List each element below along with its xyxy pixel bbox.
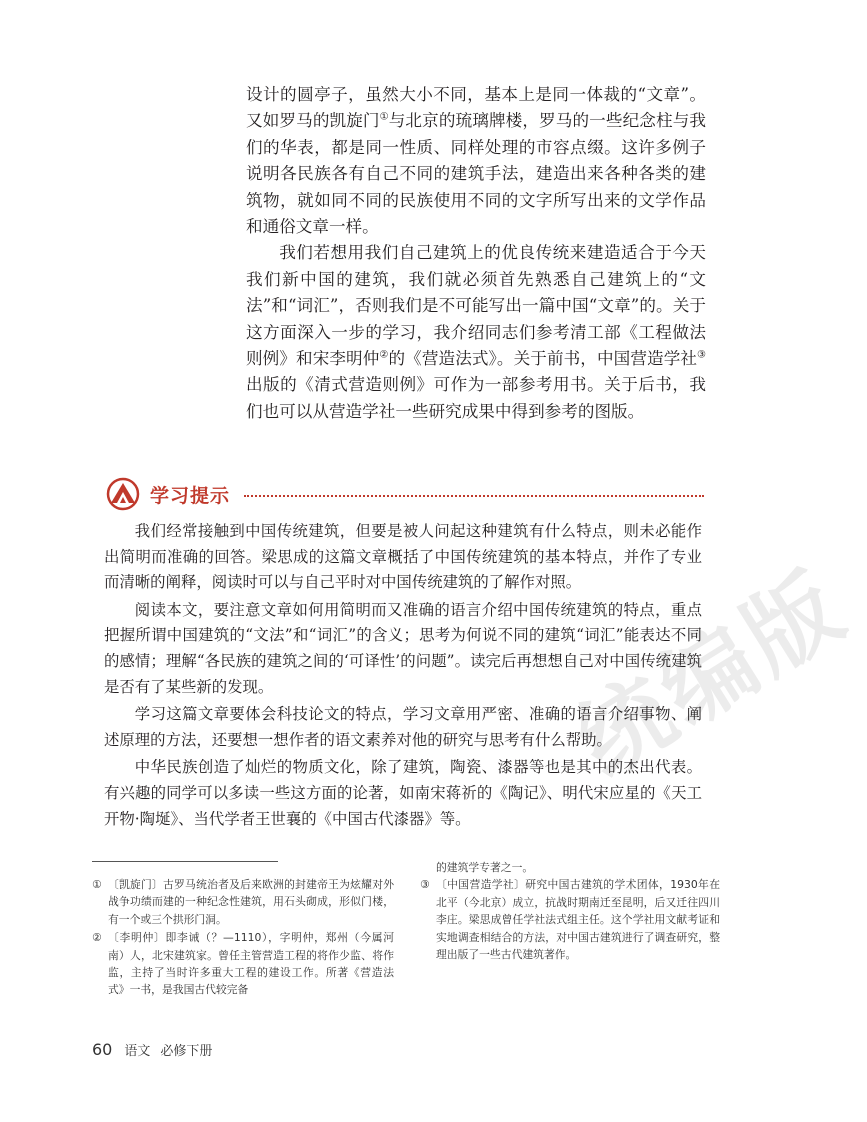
footnotes-right-column [420, 859, 720, 964]
main-paragraph-2: 我们若想用我们自己建筑上的优良传统来建造适合于今天我们新中国的建筑，我们就必须首先熟悉自己建筑上的“文法”和“词汇”，否则我们是不可能写出一篇中国“文章”的。关于这方面深入一步的学习，我介绍同志们参考清工部《工程做法则例》和宋李明仲②的《营造法式》。关于前书，中国营造学社③出版的《清式营造则例》可作为一部参考用书。关于后书，我们也可以从营造学社一些研究成果中得到参考的图版。 [246, 243, 707, 421]
footnote-text: 〔凯旋门〕古罗马统治者及后来欧洲的封建帝王为炫耀对外战争功绩而建的一种纪念性建筑，用石头砌成，形似门楼，有一个或三个拱形门洞。 [108, 878, 394, 926]
footnote-1 [92, 876, 394, 928]
tips-paragraph: 我们经常接触到中国传统建筑，但要是被人问起这种建筑有什么特点，则未必能作出简明而准确的回答。梁思成的这篇文章概括了中国传统建筑的基本特点，并作了专业而清晰的阐释，阅读时可以与自己平时对中国传统建筑的了解作对照。 [104, 522, 702, 592]
study-tips-icon [104, 476, 142, 512]
footnote-number: ③ [420, 878, 430, 892]
footnote-number: ① [92, 878, 102, 891]
book-volume: 必修下册 [160, 1044, 213, 1059]
footnote-3 [420, 876, 720, 963]
footnote-ref-1[interactable]: ① [379, 111, 389, 123]
footnote-number: ② [92, 931, 102, 945]
watermark: 统编版 [558, 551, 865, 798]
footnotes-left-column [92, 876, 394, 1000]
book-title: 语文 [124, 1044, 151, 1059]
dotted-divider [244, 495, 704, 497]
footnote-ref-2[interactable]: ② [379, 349, 389, 361]
tips-paragraph: 学习这篇文章要体会科技论文的特点，学习文章用严密、准确的语言介绍事物、阐述原理的方法，还要想一想作者的语文素养对他的研究与思考有什么帮助。 [104, 705, 702, 749]
tips-paragraph: 阅读本文，要注意文章如何用简明而又准确的语言介绍中国传统建筑的特点，重点把握所谓中国建筑的“文法”和“词汇”的含义；思考为何说不同的建筑“词汇”能表达不同的感情；理解“各民族的建筑之间的‘可译性’的问题”。读完后再想想自己对中国传统建筑是否有了某些新的发现。 [104, 600, 702, 696]
footnote-2-continued: 的建筑学专著之一。 [436, 861, 534, 874]
study-tips-title: 学习提示 [150, 484, 231, 507]
study-tips-body [104, 519, 702, 834]
page-number: 60 [92, 1040, 113, 1059]
footnote-text: 〔李明仲〕即李诫（？—1110），字明仲，郑州（今属河南）人，北宋建筑家。曾任主管营造工程的将作少监、将作监，主持了当时许多重大工程的建设工作。所著《营造法式》一书，是我国古代较完备 [108, 931, 394, 997]
main-text [246, 82, 706, 425]
main-paragraph-1: 设计的圆亭子，虽然大小不同，基本上是同一体裁的“文章”。又如罗马的凯旋门①与北京的琉璃牌楼，罗马的一些纪念柱与我们的华表，都是同一性质、同样处理的市容点缀。这许多例子说明各民族各有自己不同的建筑手法，建造出来各种各类的建筑物，就如同不同的民族使用不同的文字所写出来的文学作品和通俗文章一样。 [246, 85, 706, 237]
footnote-2 [92, 929, 394, 999]
page-footer [92, 1040, 212, 1059]
footnote-divider [92, 861, 278, 862]
footnote-ref-3[interactable]: ③ [697, 349, 707, 361]
study-tips-header [104, 476, 704, 512]
tips-paragraph: 中华民族创造了灿烂的物质文化，除了建筑，陶瓷、漆器等也是其中的杰出代表。有兴趣的同学可以多读一些这方面的论著，如南宋蒋祈的《陶记》、明代宋应星的《天工开物·陶埏》、当代学者王世襄的《中国古代漆器》等。 [104, 758, 702, 828]
footnote-text: 〔中国营造学社〕研究中国古建筑的学术团体，1930年在北平（今北京）成立，抗战时期南迁至昆明，后又迁往四川李庄。梁思成曾任学社法式组主任。这个学社用文献考证和实地调查相结合的方法，对中国古建筑进行了调查研究，整理出版了一些古代建筑著作。 [436, 878, 720, 962]
